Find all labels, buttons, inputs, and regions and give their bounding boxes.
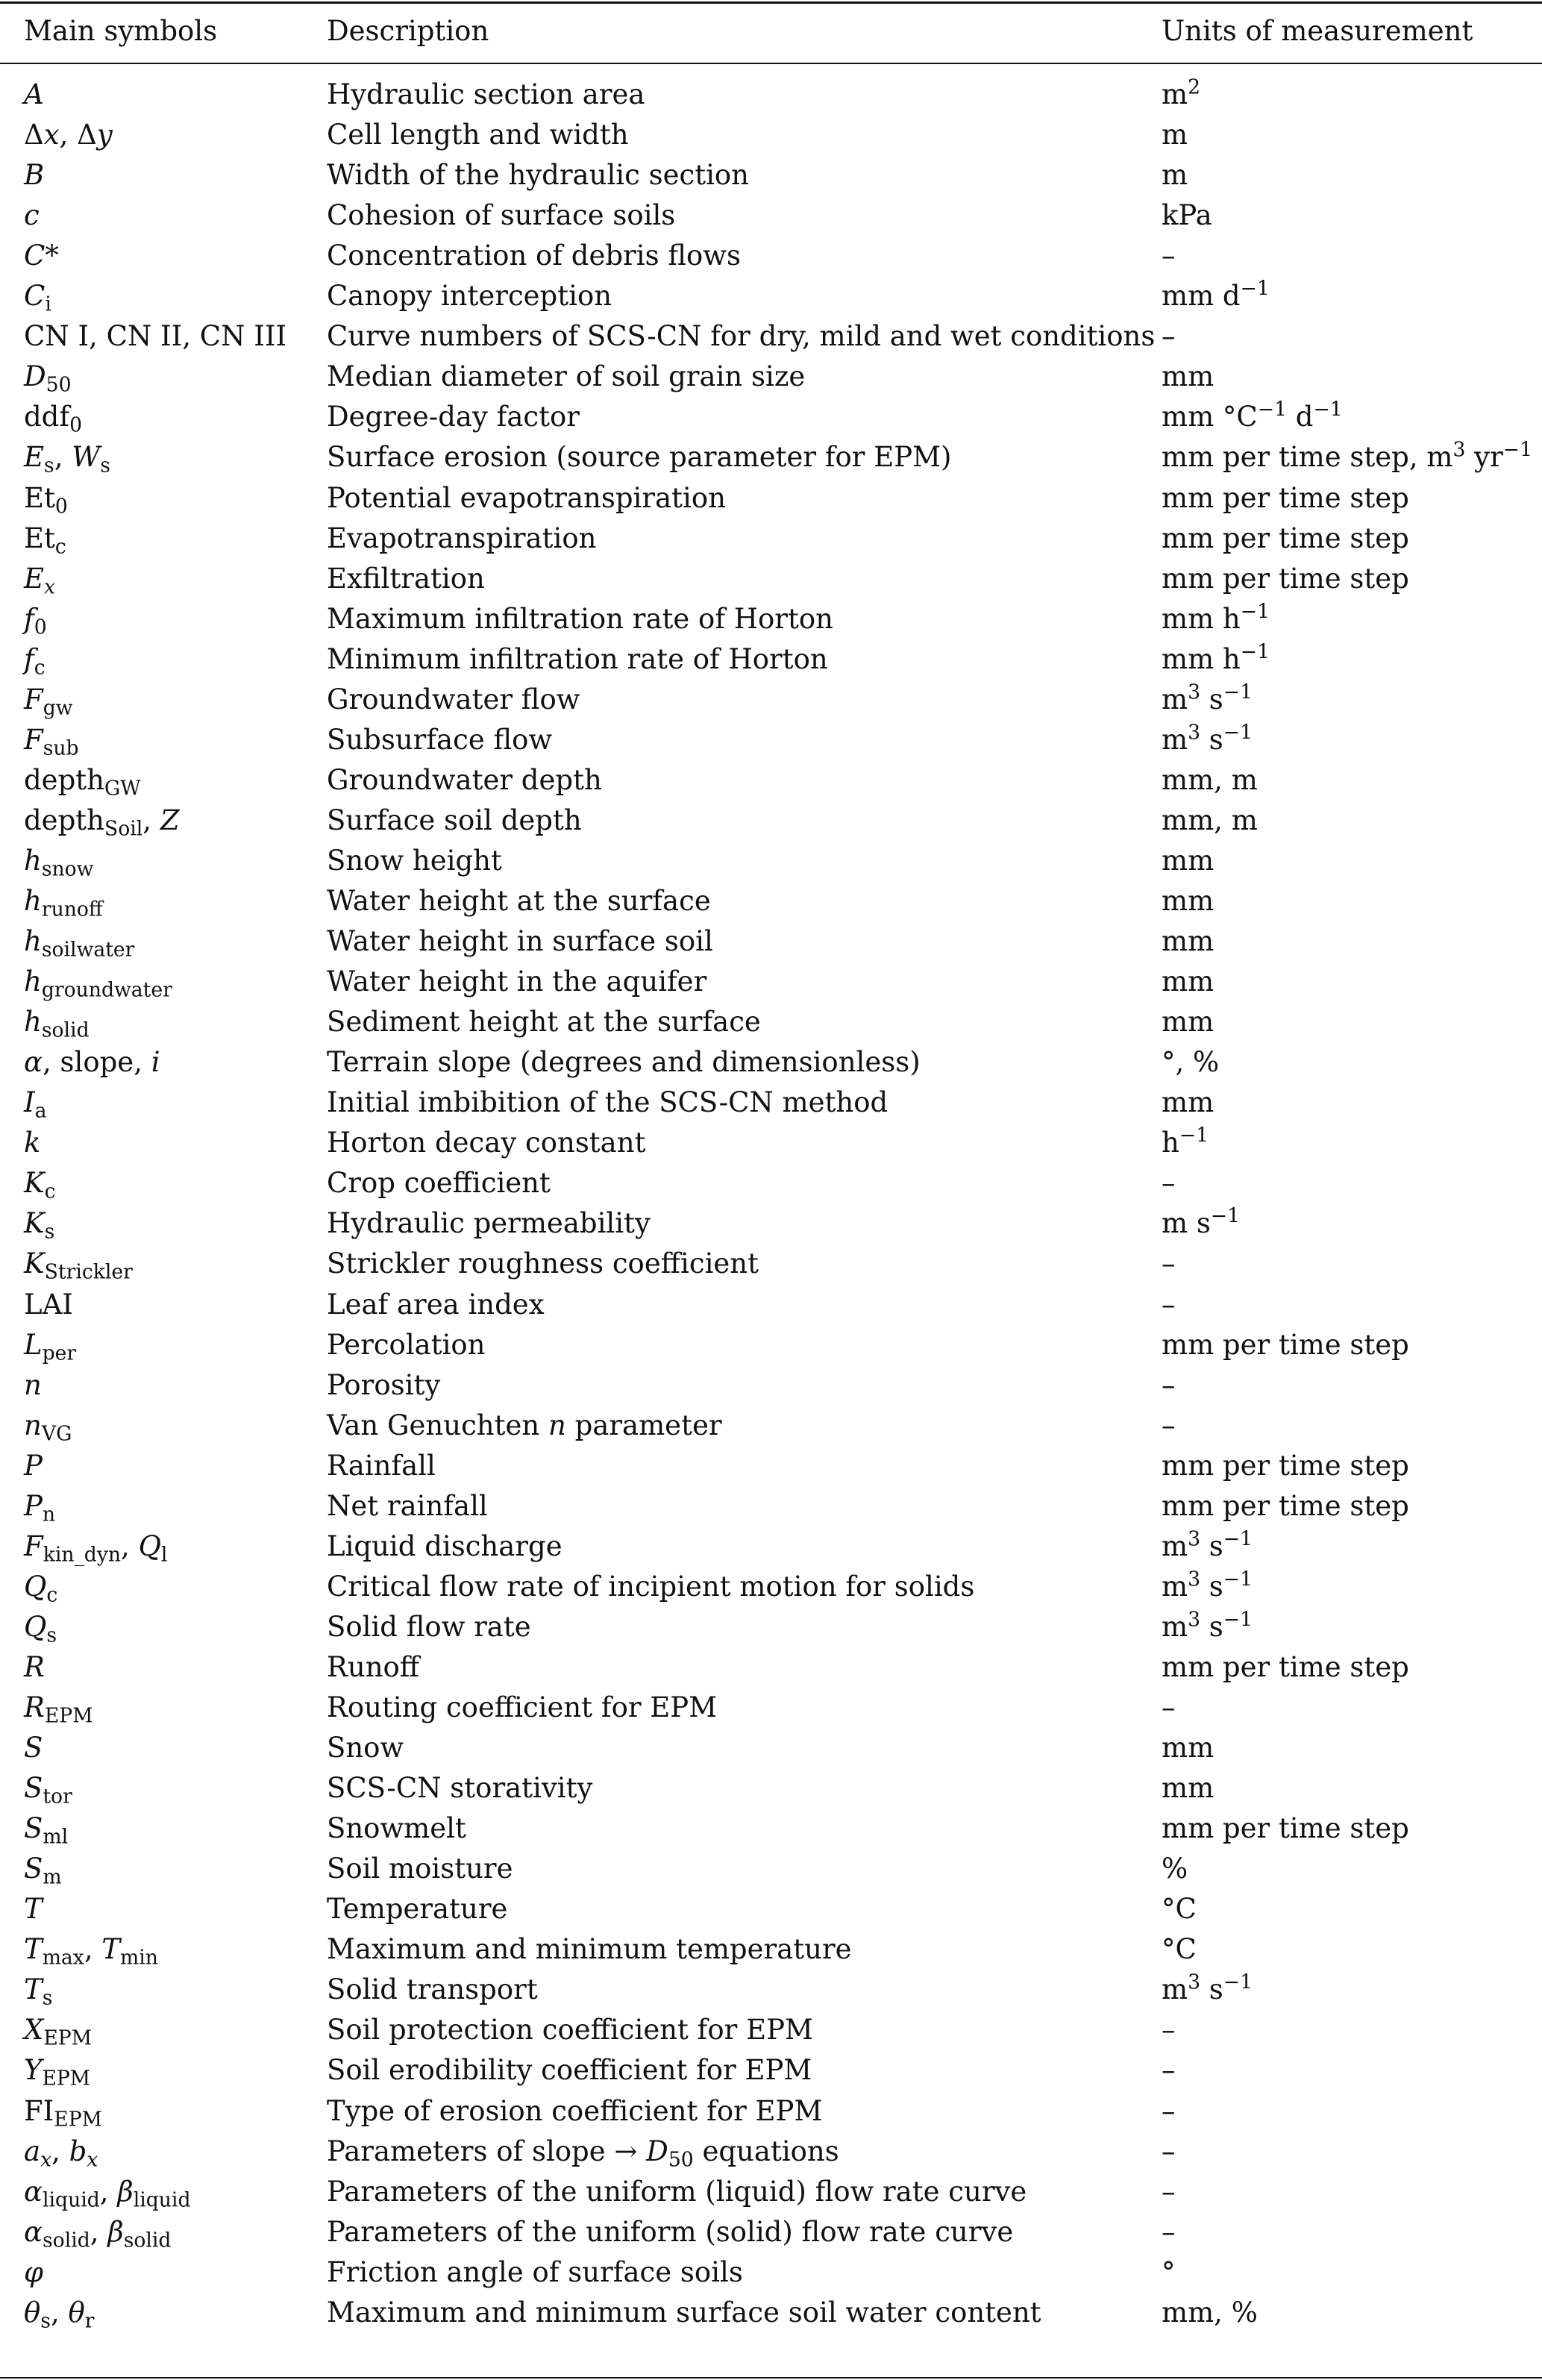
- units-cell: –: [1162, 320, 1176, 353]
- description-cell: Solid transport: [327, 1973, 538, 2006]
- table-row: [0, 680, 1542, 720]
- units-cell: –: [1162, 2014, 1176, 2047]
- table-row: [0, 2091, 1542, 2132]
- symbol-cell: $L_{per}$: [24, 1328, 77, 1365]
- units-cell: $m^3$ $s^{-1}$: [1162, 1527, 1253, 1562]
- symbol-cell: $h_{snow}$: [24, 844, 94, 881]
- description-cell: Type of erosion coefficient for EPM: [327, 2094, 823, 2127]
- table-row: [0, 1446, 1542, 1486]
- description-cell: Routing coefficient for EPM: [327, 1691, 718, 1723]
- table-row: [0, 1486, 1542, 1526]
- description-cell: Exfiltration: [327, 562, 485, 595]
- description-cell: Cell length and width: [327, 119, 629, 151]
- table-row: [0, 801, 1542, 841]
- symbol-cell: n: [24, 1368, 42, 1401]
- description-cell: Parameters of the uniform (liquid) flow rate curve: [327, 2175, 1027, 2208]
- symbol-cell: $Et_c$: [24, 522, 66, 558]
- table-row: [0, 1728, 1542, 1768]
- symbol-cell: k: [24, 1127, 41, 1159]
- symbol-cell: $Q_s$: [24, 1610, 57, 1647]
- description-cell: Cohesion of surface soils: [327, 199, 676, 232]
- symbol-cell: $K_c$: [24, 1167, 56, 1203]
- table-row: [0, 316, 1542, 357]
- table-row: [0, 1809, 1542, 1849]
- table-row: [0, 962, 1542, 1002]
- units-cell: $m^3$ $s^{-1}$: [1162, 1608, 1253, 1643]
- units-cell: mm: [1162, 360, 1215, 393]
- header-main-symbols: Main symbols: [24, 15, 218, 47]
- symbol-cell: depth$_{GW}$: [24, 763, 141, 801]
- description-cell: Maximum and minimum surface soil water content: [327, 2296, 1041, 2329]
- table-row: [0, 155, 1542, 195]
- table-row: [0, 2132, 1542, 2172]
- table-header-row: [0, 10, 1542, 52]
- symbol-cell: $I_a$: [24, 1086, 47, 1123]
- description-cell: Water height in the aquifer: [327, 965, 707, 998]
- units-cell: mm: [1162, 844, 1215, 877]
- table-row: [0, 1406, 1542, 1446]
- description-cell: Surface erosion (source parameter for EPM): [327, 441, 952, 474]
- description-cell: Solid flow rate: [327, 1610, 531, 1643]
- description-cell: Soil protection coefficient for EPM: [327, 2014, 813, 2047]
- description-cell: Subsurface flow: [327, 723, 553, 756]
- table-row: [0, 2172, 1542, 2212]
- description-cell: Rainfall: [327, 1449, 436, 1482]
- units-cell: %: [1162, 1853, 1188, 1885]
- description-cell: Groundwater flow: [327, 683, 580, 715]
- description-cell: Minimum infiltration rate of Horton: [327, 642, 828, 675]
- table-row: [0, 397, 1542, 437]
- units-cell: $m^3$ $s^{-1}$: [1162, 680, 1253, 715]
- symbol-cell: $h_{groundwater}$: [24, 965, 172, 1002]
- table-row: [0, 1203, 1542, 1244]
- description-cell: Groundwater depth: [327, 763, 602, 796]
- symbol-cell: $K_{Strickler}$: [24, 1247, 133, 1284]
- units-cell: –: [1162, 2175, 1176, 2208]
- description-cell: Percolation: [327, 1328, 486, 1361]
- table-row: [0, 519, 1542, 559]
- table-row: [0, 195, 1542, 236]
- table-row: [0, 1929, 1542, 1970]
- description-cell: Strickler roughness coefficient: [327, 1247, 759, 1280]
- units-cell: mm per time step: [1162, 1328, 1409, 1361]
- table-bottom-rule: [0, 2377, 1542, 2379]
- units-cell: mm per time step: [1162, 1489, 1409, 1522]
- table-row: [0, 599, 1542, 639]
- units-cell: $m^3$ $s^{-1}$: [1162, 1971, 1253, 2006]
- symbol-cell: $D_{50}$: [24, 360, 72, 397]
- units-cell: mm $^\circ C^{-1}$ $d^{-1}$: [1162, 398, 1343, 433]
- table-row: [0, 841, 1542, 881]
- units-cell: mm per time step: [1162, 481, 1409, 514]
- header-description: Description: [327, 15, 489, 47]
- units-cell: mm: [1162, 1006, 1215, 1039]
- table-row: [0, 760, 1542, 801]
- description-cell: Snow: [327, 1732, 404, 1764]
- description-cell: Width of the hydraulic section: [327, 159, 750, 192]
- units-cell: mm, m: [1162, 804, 1258, 836]
- description-cell: Curve numbers of SCS-CN for dry, mild and wet conditions: [327, 320, 1156, 353]
- units-cell: –: [1162, 1288, 1176, 1321]
- table-row: [0, 75, 1542, 115]
- header-units: Units of measurement: [1162, 15, 1473, 47]
- table-row: [0, 2293, 1542, 2333]
- description-cell: Degree-day factor: [327, 401, 580, 433]
- description-cell: Crop coefficient: [327, 1167, 551, 1200]
- symbol-cell: $K_s$: [24, 1207, 55, 1244]
- description-cell: Critical flow rate of incipient motion for solids: [327, 1570, 975, 1603]
- symbol-cell: R: [24, 1650, 45, 1683]
- units-cell: °C: [1162, 1933, 1197, 1966]
- description-cell: Net rainfall: [327, 1489, 488, 1522]
- description-cell: Horton decay constant: [327, 1127, 646, 1159]
- symbol-cell: S: [24, 1732, 43, 1764]
- symbol-cell: $h_{solid}$: [24, 1006, 90, 1042]
- units-cell: –: [1162, 2135, 1176, 2167]
- table-row: [0, 1526, 1542, 1567]
- units-cell: mm, %: [1162, 2296, 1258, 2329]
- description-cell: Leaf area index: [327, 1288, 545, 1321]
- units-cell: mm: [1162, 965, 1215, 998]
- description-cell: Hydraulic section area: [327, 78, 645, 110]
- description-cell: Median diameter of soil grain size: [327, 360, 806, 393]
- symbol-cell: ddf$_0$: [24, 401, 83, 437]
- table-row: [0, 357, 1542, 397]
- units-cell: –: [1162, 1167, 1176, 1200]
- units-cell: $m^3$ $s^{-1}$: [1162, 721, 1253, 756]
- units-cell: –: [1162, 1691, 1176, 1723]
- table-row: [0, 2050, 1542, 2091]
- symbol-cell: $T_s$: [24, 1973, 53, 2010]
- table-row: [0, 1970, 1542, 2010]
- description-cell: Concentration of debris flows: [327, 239, 741, 272]
- symbol-cell: $F_{kin\_dyn}$, $Q_l$: [24, 1529, 168, 1567]
- table-row: [0, 1849, 1542, 1889]
- description-cell: Runoff: [327, 1650, 420, 1683]
- description-cell: Water height in surface soil: [327, 925, 713, 958]
- description-cell: Soil erodibility coefficient for EPM: [327, 2054, 812, 2087]
- symbol-cell: LAI: [24, 1288, 73, 1321]
- description-cell: Temperature: [327, 1893, 508, 1926]
- table-row: [0, 1688, 1542, 1728]
- symbol-cell: $F_{sub}$: [24, 723, 79, 760]
- symbol-cell: $Q_c$: [24, 1570, 58, 1607]
- symbol-cell: $f_0$: [24, 602, 47, 639]
- table-row: [0, 478, 1542, 519]
- symbol-cell: $Y_{EPM}$: [24, 2054, 91, 2091]
- table-row: [0, 1365, 1542, 1406]
- units-cell: –: [1162, 2094, 1176, 2127]
- symbol-cell: $F_{gw}$: [24, 683, 73, 720]
- symbol-cell: $S_{ml}$: [24, 1812, 69, 1849]
- table-row: [0, 1325, 1542, 1365]
- description-cell: Hydraulic permeability: [327, 1207, 651, 1240]
- symbol-cell: c: [24, 199, 40, 232]
- symbol-cell: $h_{runoff}$: [24, 885, 103, 921]
- table-row: [0, 1163, 1542, 1203]
- units-cell: mm per time step: [1162, 1812, 1409, 1845]
- description-cell: Porosity: [327, 1368, 441, 1401]
- description-cell: Parameters of the uniform (solid) flow rate curve: [327, 2215, 1014, 2248]
- description-cell: Potential evapotranspiration: [327, 481, 726, 514]
- units-cell: –: [1162, 1409, 1176, 1441]
- units-cell: mm $h^{-1}$: [1162, 600, 1270, 635]
- symbol-cell: $n_{VG}$: [24, 1409, 72, 1446]
- symbol-cell: $\theta_s$, $\theta_r$: [24, 2296, 95, 2333]
- symbol-cell: $E_x$: [24, 562, 56, 599]
- table-row: [0, 2212, 1542, 2252]
- units-cell: kPa: [1162, 199, 1212, 232]
- description-cell: Liquid discharge: [327, 1529, 562, 1562]
- symbol-cell: $a_x$, $b_x$: [24, 2135, 98, 2171]
- units-cell: °: [1162, 2255, 1176, 2288]
- units-cell: mm $d^{-1}$: [1162, 277, 1270, 313]
- symbol-cell: P: [24, 1449, 43, 1482]
- table-row: [0, 1244, 1542, 1284]
- units-cell: –: [1162, 2215, 1176, 2248]
- table-row: [0, 1889, 1542, 1929]
- description-cell: Initial imbibition of the SCS-CN method: [327, 1086, 888, 1119]
- table-row: [0, 437, 1542, 477]
- description-cell: Maximum and minimum temperature: [327, 1933, 852, 1966]
- units-cell: mm: [1162, 1772, 1215, 1805]
- units-cell: –: [1162, 1247, 1176, 1280]
- symbol-cell: C*: [24, 239, 59, 272]
- table-row: [0, 921, 1542, 962]
- description-cell: Friction angle of surface soils: [327, 2255, 743, 2288]
- units-cell: mm: [1162, 1732, 1215, 1764]
- description-cell: Terrain slope (degrees and dimensionless): [327, 1046, 921, 1079]
- description-cell: SCS-CN storativity: [327, 1772, 593, 1805]
- units-cell: °, %: [1162, 1046, 1220, 1079]
- units-cell: m: [1162, 119, 1188, 151]
- description-cell: Van Genuchten n parameter: [327, 1409, 722, 1441]
- table-row: [0, 1567, 1542, 1607]
- units-cell: m: [1162, 159, 1188, 192]
- table-row: [0, 1607, 1542, 1647]
- units-cell: mm per time step, $m^3$ $yr^{-1}$: [1162, 439, 1533, 474]
- description-cell: Canopy interception: [327, 280, 612, 313]
- units-cell: –: [1162, 2054, 1176, 2087]
- table-row: [0, 639, 1542, 680]
- table-row: [0, 1768, 1542, 1809]
- description-cell: Snowmelt: [327, 1812, 466, 1845]
- table-header-rule: [0, 63, 1542, 64]
- symbol-cell: T: [24, 1893, 43, 1926]
- symbol-cell: B: [24, 159, 45, 192]
- symbol-cell: $FI_{EPM}$: [24, 2094, 102, 2131]
- units-cell: mm, m: [1162, 763, 1258, 796]
- units-cell: mm: [1162, 885, 1215, 917]
- symbol-cell: $C_i$: [24, 280, 51, 316]
- table-row: [0, 2252, 1542, 2293]
- symbol-cell: $S_m$: [24, 1853, 62, 1889]
- description-cell: Soil moisture: [327, 1853, 513, 1885]
- symbol-cell: $\alpha_{liquid}$, $\beta_{liquid}$: [24, 2175, 191, 2212]
- units-cell: mm: [1162, 1086, 1215, 1119]
- table-row: [0, 1647, 1542, 1688]
- symbol-cell: Δx, Δy: [24, 119, 113, 151]
- description-cell: Evapotranspiration: [327, 522, 597, 554]
- units-cell: mm per time step: [1162, 562, 1409, 595]
- units-cell: mm per time step: [1162, 1449, 1409, 1482]
- symbol-cell: $h_{soilwater}$: [24, 925, 135, 962]
- symbol-cell: $X_{EPM}$: [24, 2014, 92, 2050]
- symbol-cell: $Et_0$: [24, 481, 68, 518]
- units-cell: $m^3$ $s^{-1}$: [1162, 1568, 1253, 1603]
- units-cell: m $s^{-1}$: [1162, 1205, 1241, 1240]
- symbol-cell: A: [24, 78, 44, 110]
- units-cell: mm per time step: [1162, 1650, 1409, 1683]
- table-row: [0, 1083, 1542, 1123]
- units-cell: mm $h^{-1}$: [1162, 640, 1270, 675]
- table-row: [0, 115, 1542, 155]
- symbol-cell: α, slope, i: [24, 1046, 160, 1079]
- table-top-rule: [0, 1, 1542, 4]
- units-cell: $m^2$: [1162, 75, 1201, 110]
- table-row: [0, 1123, 1542, 1163]
- symbol-cell: $T_{max}$, $T_{min}$: [24, 1933, 158, 1970]
- description-cell: Water height at the surface: [327, 885, 711, 917]
- table-row: [0, 1285, 1542, 1325]
- symbol-cell: $R_{EPM}$: [24, 1691, 93, 1728]
- table-row: [0, 236, 1542, 276]
- table-row: [0, 2010, 1542, 2050]
- symbol-cell: φ: [24, 2255, 43, 2288]
- symbol-cell: $E_s$, $W_s$: [24, 441, 110, 477]
- units-cell: mm: [1162, 925, 1215, 958]
- table-row: [0, 881, 1542, 921]
- symbol-cell: $\alpha_{solid}$, $\beta_{solid}$: [24, 2215, 172, 2252]
- symbol-cell: $P_n$: [24, 1489, 56, 1526]
- description-cell: Surface soil depth: [327, 804, 582, 836]
- symbol-cell: $S_{tor}$: [24, 1772, 72, 1809]
- table-row: [0, 1042, 1542, 1083]
- table-row: [0, 1002, 1542, 1042]
- table-row: [0, 276, 1542, 316]
- units-cell: °C: [1162, 1893, 1197, 1926]
- table-row: [0, 720, 1542, 760]
- description-cell: Maximum infiltration rate of Horton: [327, 602, 833, 635]
- description-cell: Parameters of slope → $D_{50}$ equations: [327, 2135, 839, 2171]
- symbol-cell: $f_c$: [24, 642, 46, 680]
- symbol-cell: CN I, CN II, CN III: [24, 320, 287, 353]
- description-cell: Sediment height at the surface: [327, 1006, 761, 1039]
- units-cell: –: [1162, 239, 1176, 272]
- units-cell: mm per time step: [1162, 522, 1409, 554]
- symbol-cell: depth$_{Soil}$, Z: [24, 804, 180, 841]
- table-row: [0, 559, 1542, 599]
- units-cell: –: [1162, 1368, 1176, 1401]
- description-cell: Snow height: [327, 844, 502, 877]
- units-cell: $h^{-1}$: [1162, 1124, 1209, 1159]
